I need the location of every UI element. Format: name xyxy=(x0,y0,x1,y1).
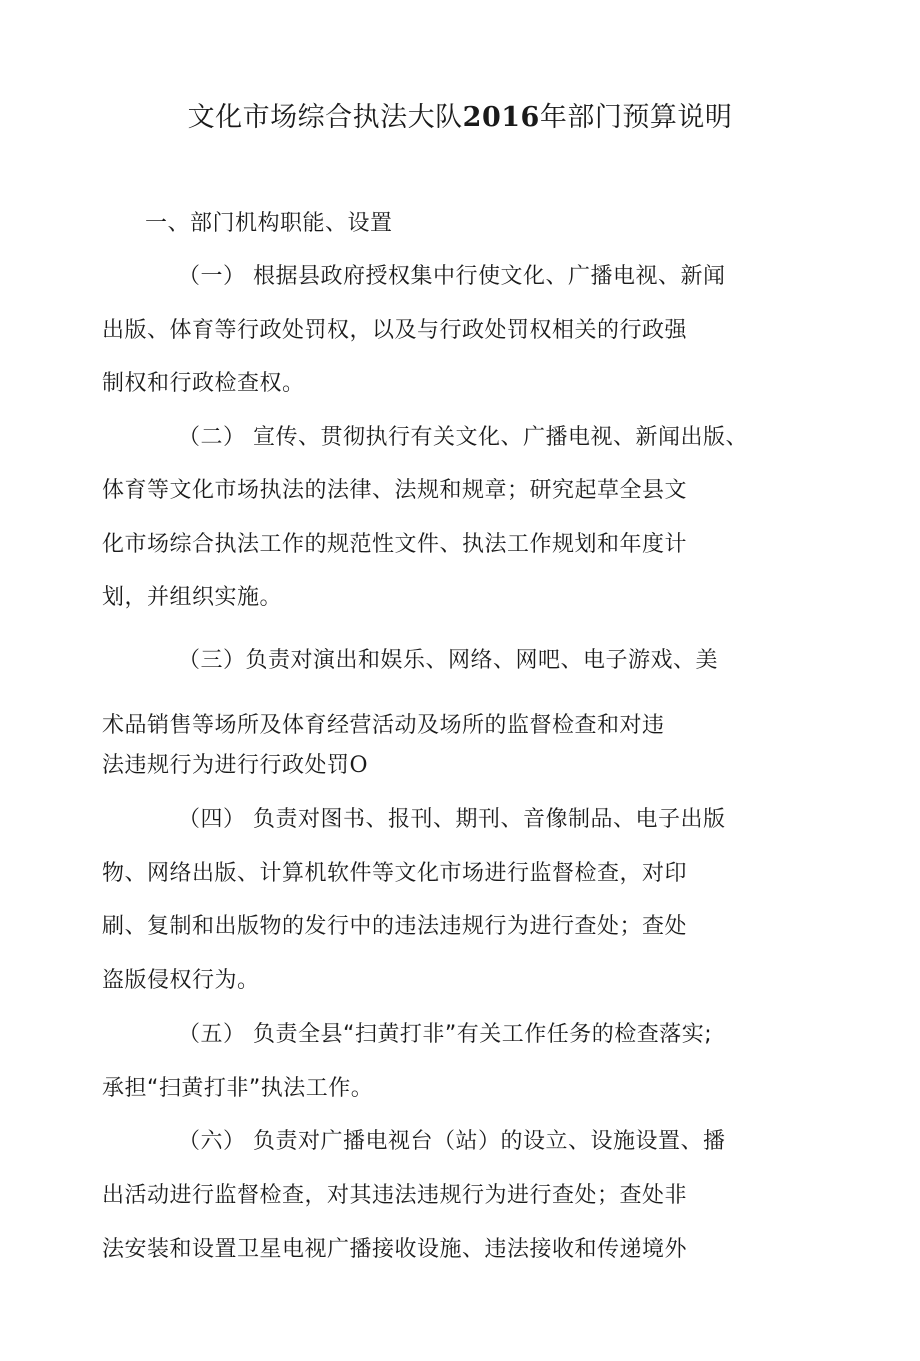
paragraph-line-text: 法违规行为进行行政处罚 xyxy=(102,753,350,778)
paragraph-line: 出活动进行监督检查，对其违法违规行为进行查处；查处非 xyxy=(102,1183,688,1208)
paragraph-line: 盗版侵权行为。 xyxy=(102,968,260,993)
paragraph-line: （一） 根据县政府授权集中行使文化、广播电视、新闻 xyxy=(178,264,726,289)
paragraph-line: （二） 宣传、贯彻执行有关文化、广播电视、新闻出版、 xyxy=(178,425,748,450)
paragraph-line: 体育等文化市场执法的法律、法规和规章；研究起草全县文 xyxy=(102,478,688,503)
title-prefix: 文化市场综合执法大队 xyxy=(187,102,463,133)
paragraph-line: 术品销售等场所及体育经营活动及场所的监督检查和对违 xyxy=(102,713,665,738)
paragraph-line: 化市场综合执法工作的规范性文件、执法工作规划和年度计 xyxy=(102,532,688,557)
paragraph-line xyxy=(102,751,368,781)
trailing-mark: O xyxy=(349,753,369,778)
section-heading: 一、部门机构职能、设置 xyxy=(145,211,393,236)
paragraph-line: 刷、复制和出版物的发行中的违法违规行为进行查处；查处 xyxy=(102,914,688,939)
paragraph-line: （六） 负责对广播电视台（站）的设立、设施设置、播 xyxy=(178,1129,726,1154)
document-title xyxy=(0,98,920,138)
title-suffix: 年部门预算说明 xyxy=(539,102,733,133)
paragraph-line: 物、网络出版、计算机软件等文化市场进行监督检查，对印 xyxy=(102,861,688,886)
paragraph-line: 划，并组织实施。 xyxy=(102,585,283,610)
paragraph-line: （四） 负责对图书、报刊、期刊、音像制品、电子出版 xyxy=(178,807,726,832)
paragraph-line: 制权和行政检查权。 xyxy=(102,371,305,396)
title-year: 2016 xyxy=(462,102,540,133)
paragraph-line: （三）负责对演出和娱乐、网络、网吧、电子游戏、美 xyxy=(178,648,719,673)
paragraph-line: 承担“扫黄打非”执法工作。 xyxy=(102,1076,374,1101)
paragraph-line: （五） 负责全县“扫黄打非”有关工作任务的检查落实; xyxy=(178,1022,713,1047)
paragraph-line: 法安装和设置卫星电视广播接收设施、违法接收和传递境外 xyxy=(102,1237,688,1262)
paragraph-line: 出版、体育等行政处罚权，以及与行政处罚权相关的行政强 xyxy=(102,318,688,343)
